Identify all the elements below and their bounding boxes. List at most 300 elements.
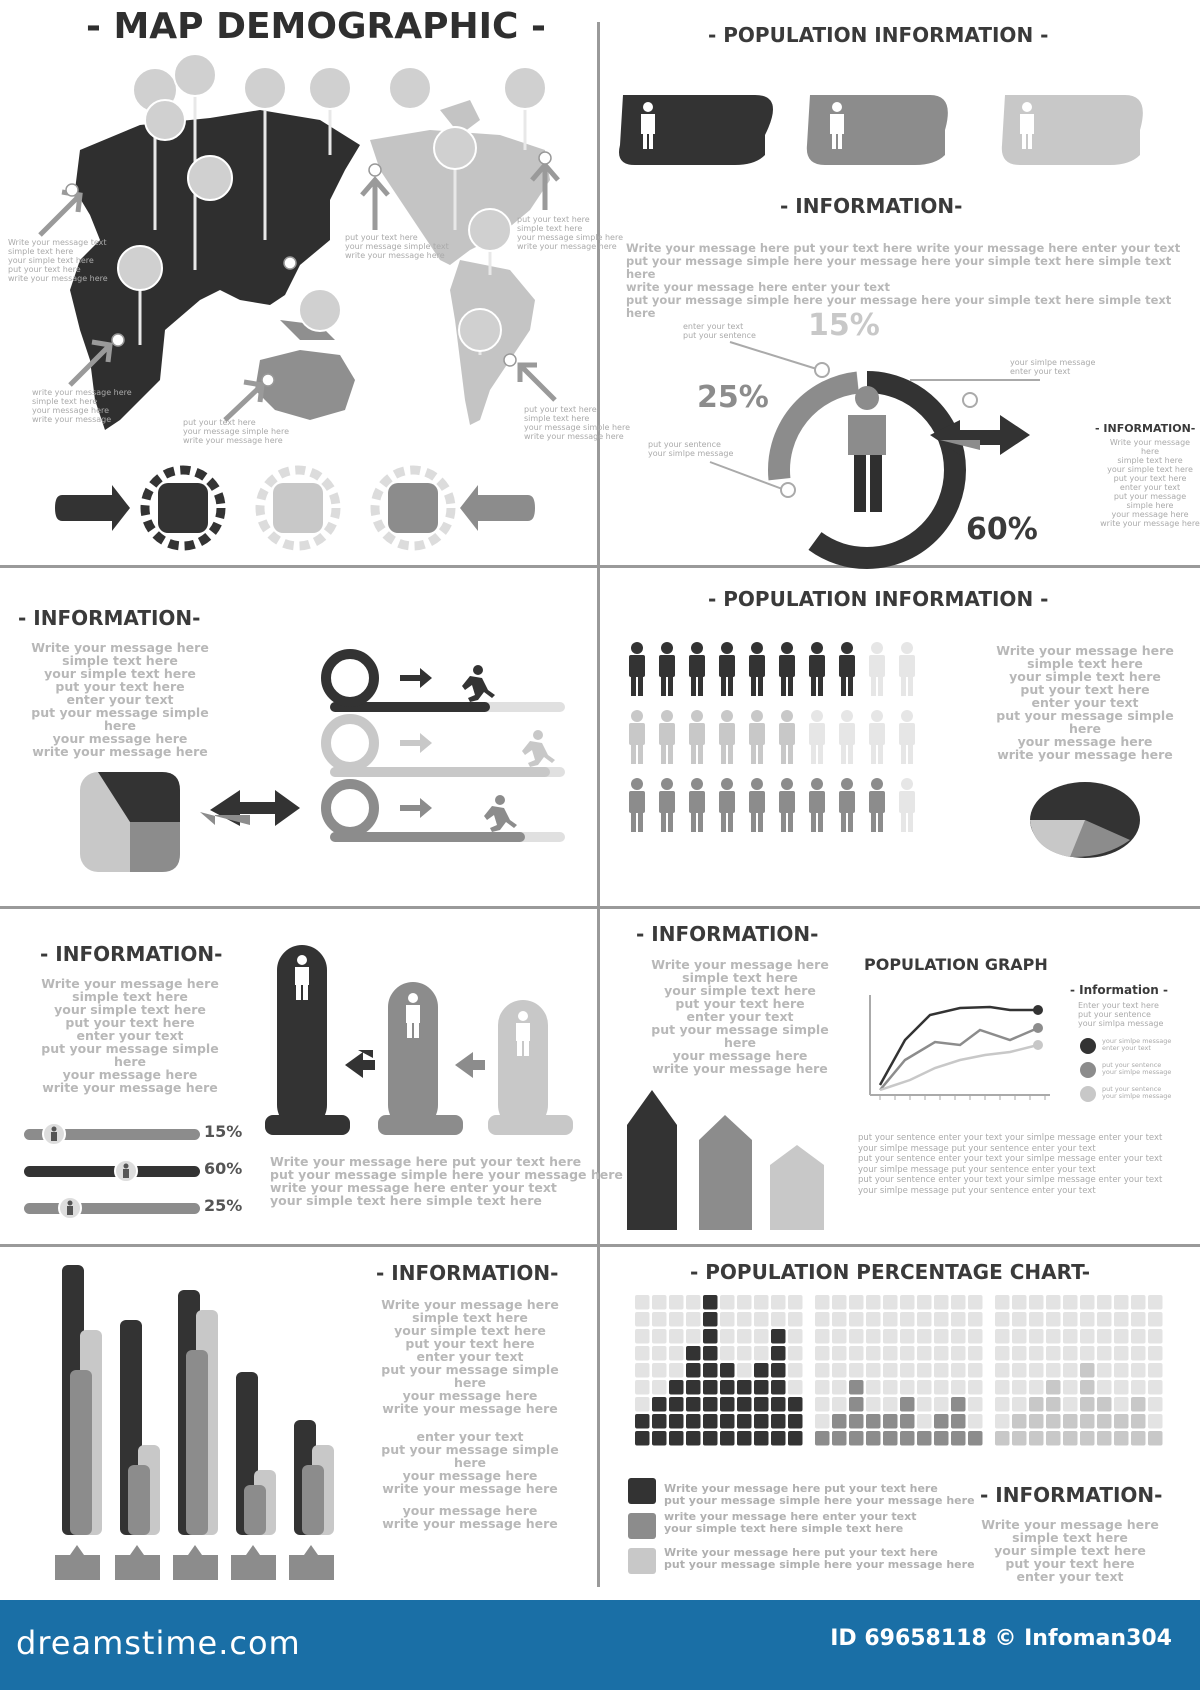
pct-cell [1097, 1397, 1112, 1412]
person-icon [659, 642, 675, 696]
pct-cell [883, 1431, 898, 1446]
pct-cell [720, 1431, 735, 1446]
pct-cell [968, 1312, 983, 1327]
pct-cell [866, 1312, 881, 1327]
pct-cell [995, 1363, 1010, 1378]
pct-cell [635, 1397, 650, 1412]
pct-cell [1029, 1397, 1044, 1412]
graph-legend-item-3: put your sentence your simlpe message [1102, 1085, 1172, 1100]
pct-cell [934, 1431, 949, 1446]
pct-cell [771, 1397, 786, 1412]
pct-cell [1131, 1329, 1146, 1344]
pct-cell [1012, 1312, 1027, 1327]
pct-cell [815, 1397, 830, 1412]
pct-cell [1012, 1414, 1027, 1429]
pct-cell [832, 1363, 847, 1378]
pct-cell [917, 1312, 932, 1327]
pct-cell [1063, 1431, 1078, 1446]
pct-cell [635, 1380, 650, 1395]
donut-label-15: 15% [808, 308, 880, 343]
bars-title: - INFORMATION- [40, 942, 223, 966]
population-title: - POPULATION INFORMATION - [708, 23, 1049, 47]
person-icon [809, 778, 825, 832]
person-icon [719, 778, 735, 832]
pct-cell [1148, 1363, 1163, 1378]
pct-cell [1131, 1295, 1146, 1310]
pct-cell [703, 1346, 718, 1361]
pct-cell [652, 1380, 667, 1395]
pct-cell [1097, 1312, 1112, 1327]
pct-cell [771, 1295, 786, 1310]
pct-cell [669, 1312, 684, 1327]
pct-cell [754, 1363, 769, 1378]
pct-cell [686, 1295, 701, 1310]
pct-cell [883, 1346, 898, 1361]
pct-cell [686, 1363, 701, 1378]
pct-cell [995, 1329, 1010, 1344]
pct-cell [849, 1346, 864, 1361]
pct-cell [815, 1363, 830, 1378]
pct-cell [1131, 1414, 1146, 1429]
pct-cell [1063, 1397, 1078, 1412]
pct-cell [703, 1397, 718, 1412]
pct-cell [771, 1346, 786, 1361]
pct-cell [1080, 1346, 1095, 1361]
pct-cell [652, 1414, 667, 1429]
pct-cell [1114, 1295, 1129, 1310]
pct-cell [934, 1414, 949, 1429]
person-icon [839, 642, 855, 696]
pct-cell [720, 1329, 735, 1344]
pct-grid [630, 1290, 1190, 1460]
pct-cell [968, 1414, 983, 1429]
pct-cell [686, 1414, 701, 1429]
pct-cell [849, 1329, 864, 1344]
pct-cell [917, 1414, 932, 1429]
footer-id: ID 69658118 © Infoman304 [830, 1626, 1172, 1651]
pct-cell [900, 1346, 915, 1361]
pct-cell [754, 1397, 769, 1412]
pct-cell [635, 1431, 650, 1446]
pct-cell [1063, 1295, 1078, 1310]
bar-chart-text-2: enter your text put your message simple here your message here write your message here [381, 1429, 559, 1496]
pct-cell [951, 1363, 966, 1378]
pct-cell [652, 1312, 667, 1327]
person-icon [719, 642, 735, 696]
map-note-5: put your text here your message simple here write your message here [183, 418, 290, 445]
pct-cell [849, 1397, 864, 1412]
pct-cell [1080, 1363, 1095, 1378]
population-info-title: - INFORMATION- [780, 194, 963, 218]
runners-title: - INFORMATION- [18, 606, 201, 630]
map-note-4: write your message here simple text here your message here write your message [32, 388, 132, 424]
pct-cell [669, 1295, 684, 1310]
pct-cell [1114, 1363, 1129, 1378]
pct-cell [1029, 1295, 1044, 1310]
pct-cell [1046, 1380, 1061, 1395]
pct-cell [900, 1295, 915, 1310]
pct-cell [995, 1346, 1010, 1361]
divider-2 [0, 906, 1200, 909]
pct-cell [635, 1312, 650, 1327]
pct-cell [1063, 1312, 1078, 1327]
pct-cell [866, 1346, 881, 1361]
pct-cell [832, 1397, 847, 1412]
pct-cell [737, 1363, 752, 1378]
pct-cell [737, 1397, 752, 1412]
pct-cell [1029, 1363, 1044, 1378]
footer-bar [0, 1600, 1200, 1690]
pct-cell [832, 1329, 847, 1344]
pct-cell [951, 1431, 966, 1446]
pct-cell [1131, 1380, 1146, 1395]
pct-cell [720, 1397, 735, 1412]
pct-cell [720, 1414, 735, 1429]
pct-cell [1012, 1363, 1027, 1378]
pct-cell [771, 1363, 786, 1378]
pct-cell [1131, 1346, 1146, 1361]
pct-cell [1046, 1346, 1061, 1361]
pct-cell [788, 1346, 803, 1361]
pct-cell [934, 1380, 949, 1395]
pct-cell [1131, 1312, 1146, 1327]
pct-cell [720, 1346, 735, 1361]
person-icon [629, 778, 645, 832]
pct-cell [652, 1363, 667, 1378]
person-icon [869, 710, 885, 764]
bar-chart-text-3: your message here write your message here [382, 1503, 558, 1531]
graph-legend-title: - Information - [1070, 983, 1168, 997]
pct-cell [1080, 1295, 1095, 1310]
pct-cell [635, 1295, 650, 1310]
pct-cell [754, 1431, 769, 1446]
footer-brand[interactable]: dreamstime.com [16, 1624, 301, 1662]
pct-cell [635, 1414, 650, 1429]
pct-cell [866, 1414, 881, 1429]
pct-cell [951, 1414, 966, 1429]
pct-cell [771, 1380, 786, 1395]
pct-cell [669, 1346, 684, 1361]
pct-cell [1012, 1380, 1027, 1395]
pct-cell [1063, 1363, 1078, 1378]
pct-cell [968, 1431, 983, 1446]
person-icon [869, 642, 885, 696]
pct-cell [900, 1431, 915, 1446]
pct-cell [686, 1346, 701, 1361]
person-icon [839, 710, 855, 764]
pct-cell [968, 1397, 983, 1412]
pct-cell [771, 1431, 786, 1446]
pct-cell [1063, 1380, 1078, 1395]
person-icon [689, 778, 705, 832]
pct-cell [866, 1295, 881, 1310]
graph-title: POPULATION GRAPH [864, 955, 1048, 974]
person-icon [839, 778, 855, 832]
vertical-divider [597, 22, 600, 1587]
pct-cell [1097, 1363, 1112, 1378]
slider-group [22, 1118, 222, 1228]
map-note-6: put your text here simple text here your message simple here write your message here [524, 405, 631, 441]
pct-cell [951, 1312, 966, 1327]
pct-cell [720, 1312, 735, 1327]
pct-cell [1012, 1431, 1027, 1446]
pct-cell [737, 1329, 752, 1344]
pct-cell [669, 1363, 684, 1378]
map-note-3: put your text here simple text here your message simple here write your message here [517, 215, 624, 251]
pct-cell [1046, 1431, 1061, 1446]
pct-cell [934, 1295, 949, 1310]
pct-cell [1029, 1431, 1044, 1446]
pct-cell [883, 1397, 898, 1412]
people-grid [622, 640, 932, 840]
pct-cell [669, 1414, 684, 1429]
pct-cell [703, 1380, 718, 1395]
pct-legend-3: Write your message here put your text here put your message simple here your message here [664, 1546, 975, 1571]
pct-cell [737, 1414, 752, 1429]
pct-cell [669, 1397, 684, 1412]
pct-cell [815, 1295, 830, 1310]
pct-cell [934, 1363, 949, 1378]
pct-cell [1097, 1431, 1112, 1446]
slider [24, 1197, 200, 1219]
bars-bottom-text: Write your message here put your text here put your message simple here your message here write your message here enter your text your simple text here simple text here [270, 1154, 623, 1208]
pct-cell [1046, 1397, 1061, 1412]
pct-cell [900, 1312, 915, 1327]
pct-cell [832, 1431, 847, 1446]
bars-text: Write your message here simple text here your simple text here put your text here enter your text put your message simple here your message here write your message here [41, 976, 219, 1095]
pct-cell [900, 1380, 915, 1395]
graph-legend-item-2: put your sentence your simlpe message [1102, 1061, 1172, 1076]
pct-cell [995, 1380, 1010, 1395]
pct-cell [1080, 1397, 1095, 1412]
pct-cell [1148, 1295, 1163, 1310]
pct-cell [754, 1380, 769, 1395]
pct-cell [686, 1431, 701, 1446]
pct-cell [968, 1295, 983, 1310]
pct-cell [995, 1397, 1010, 1412]
pct-cell [686, 1397, 701, 1412]
pct-cell [669, 1431, 684, 1446]
pct-cell [1148, 1431, 1163, 1446]
pct-cell [737, 1346, 752, 1361]
pct-cell [652, 1431, 667, 1446]
pct-cell [1046, 1414, 1061, 1429]
pct-cell [635, 1329, 650, 1344]
pct-cell [1029, 1312, 1044, 1327]
pct-cell [1097, 1329, 1112, 1344]
people-text: Write your message here simple text here your simple text here put your text here enter your text put your message simple here your message here write your message here [996, 643, 1174, 762]
pct-cell [968, 1363, 983, 1378]
pct-cell [883, 1329, 898, 1344]
pct-cell [1029, 1346, 1044, 1361]
pct-cell [771, 1414, 786, 1429]
people-title: - POPULATION INFORMATION - [708, 587, 1049, 611]
pct-cell [1080, 1414, 1095, 1429]
pct-cell [1097, 1295, 1112, 1310]
pct-cell [1114, 1397, 1129, 1412]
pct-cell [652, 1397, 667, 1412]
pct-cell [951, 1295, 966, 1310]
runners-text: Write your message here simple text here your simple text here put your text here enter your text put your message simple here your message here write your message here [31, 640, 209, 759]
pct-cell [917, 1363, 932, 1378]
map-note-2: put your text here your message simple text write your message here [345, 233, 449, 260]
pct-cell [883, 1295, 898, 1310]
pct-cell [737, 1431, 752, 1446]
pct-cell [995, 1414, 1010, 1429]
pct-cell [934, 1397, 949, 1412]
pct-cell [737, 1380, 752, 1395]
pct-cell [771, 1329, 786, 1344]
pct-cell [703, 1363, 718, 1378]
pct-cell [1029, 1329, 1044, 1344]
pct-cell [1114, 1346, 1129, 1361]
pct-cell [917, 1329, 932, 1344]
donut-label-60: 60% [966, 512, 1038, 547]
graph-legend-item-1: your simlpe message enter your text [1102, 1037, 1172, 1052]
pct-cell [1148, 1346, 1163, 1361]
pct-cell [1097, 1414, 1112, 1429]
pct-cell [703, 1414, 718, 1429]
slider-label-2: 60% [204, 1159, 243, 1178]
donut-note-top: enter your text put your sentence [683, 322, 756, 340]
pct-cell [1029, 1380, 1044, 1395]
pct-cell [1114, 1329, 1129, 1344]
person-icon [659, 710, 675, 764]
person-icon [779, 710, 795, 764]
pct-cell [788, 1295, 803, 1310]
pct-cell [635, 1346, 650, 1361]
pct-cell [917, 1295, 932, 1310]
pct-cell [737, 1295, 752, 1310]
person-icon [899, 778, 915, 832]
pct-cell [866, 1431, 881, 1446]
pct-cell [1063, 1329, 1078, 1344]
pct-cell [1063, 1414, 1078, 1429]
pct-cell [1131, 1397, 1146, 1412]
pct-cell [866, 1363, 881, 1378]
bar-chart-text: Write your message here simple text here your simple text here put your text here enter your text put your message simple here your message here write your message here [381, 1297, 559, 1416]
divider-3 [0, 1244, 1200, 1247]
pct-cell [815, 1329, 830, 1344]
pct-cell [788, 1312, 803, 1327]
pct-cell [686, 1329, 701, 1344]
runners-graphic [0, 640, 580, 880]
pillar-graphic [265, 940, 595, 1140]
pct-cell [754, 1312, 769, 1327]
pct-cell [849, 1312, 864, 1327]
pct-legend-2: write your message here enter your text your simple text here simple text here [664, 1510, 917, 1535]
pct-cell [832, 1346, 847, 1361]
pct-info-title: - INFORMATION- [980, 1483, 1163, 1507]
pct-cell [815, 1431, 830, 1446]
pct-cell [686, 1380, 701, 1395]
pct-cell [883, 1363, 898, 1378]
pct-cell [1046, 1363, 1061, 1378]
bar-chart [50, 1260, 350, 1580]
pct-cell [669, 1329, 684, 1344]
person-icon [749, 778, 765, 832]
graph-info-text: Write your message here simple text here your simple text here put your text here enter your text put your message simple here your message here write your message here [651, 957, 829, 1076]
pct-cell [1131, 1363, 1146, 1378]
pct-cell [1080, 1380, 1095, 1395]
pct-cell [934, 1346, 949, 1361]
pct-info-text: Write your message here simple text here your simple text here put your text here enter your text [981, 1517, 1159, 1584]
pct-cell [788, 1363, 803, 1378]
pct-cell [849, 1431, 864, 1446]
pct-cell [815, 1414, 830, 1429]
pct-cell [771, 1312, 786, 1327]
pct-cell [917, 1431, 932, 1446]
pct-cell [934, 1329, 949, 1344]
person-icon [689, 642, 705, 696]
pct-cell [669, 1380, 684, 1395]
pct-cell [866, 1380, 881, 1395]
pct-cell [832, 1312, 847, 1327]
pct-cell [849, 1363, 864, 1378]
pct-cell [1012, 1329, 1027, 1344]
pct-cell [1097, 1380, 1112, 1395]
pct-cell [1148, 1329, 1163, 1344]
map-note-1: Write your message text simple text here your simple text here put your text here write your message here [8, 238, 108, 283]
map-title: - MAP DEMOGRAPHIC - [86, 6, 546, 47]
pct-cell [995, 1431, 1010, 1446]
pct-cell [1148, 1380, 1163, 1395]
people-pie [1025, 780, 1155, 870]
graph-legend-dots [1078, 1036, 1098, 1116]
person-icon [659, 778, 675, 832]
pct-cell [1114, 1380, 1129, 1395]
pct-cell [900, 1329, 915, 1344]
slider-label-1: 15% [204, 1122, 243, 1141]
person-icon [749, 710, 765, 764]
pct-cell [788, 1431, 803, 1446]
pct-cell [832, 1414, 847, 1429]
person-icon [719, 710, 735, 764]
pct-cell [1131, 1431, 1146, 1446]
pct-cell [720, 1295, 735, 1310]
pct-cell [995, 1312, 1010, 1327]
person-icon [779, 642, 795, 696]
pct-cell [815, 1380, 830, 1395]
pct-cell [1097, 1346, 1112, 1361]
pct-cell [815, 1312, 830, 1327]
pct-cell [1080, 1329, 1095, 1344]
pct-cell [1046, 1329, 1061, 1344]
pct-cell [866, 1397, 881, 1412]
person-icon [899, 642, 915, 696]
pct-cell [703, 1295, 718, 1310]
slider-label-3: 25% [204, 1196, 243, 1215]
pct-cell [866, 1329, 881, 1344]
pct-cell [1012, 1397, 1027, 1412]
person-icon [869, 778, 885, 832]
pct-cell [883, 1380, 898, 1395]
pct-cell [995, 1295, 1010, 1310]
pct-cell [883, 1312, 898, 1327]
pct-cell [883, 1414, 898, 1429]
pct-cell [720, 1363, 735, 1378]
population-info-text: Write your message here put your text here write your message here enter your text put your message simple here your message here your simple text here simple text here write your message here enter your text put your message simple here your message here your simple text here simple text here [626, 241, 1181, 320]
pct-cell [1029, 1414, 1044, 1429]
pct-cell [917, 1397, 932, 1412]
pct-cell [1148, 1397, 1163, 1412]
person-icon [809, 642, 825, 696]
pct-cell [1114, 1414, 1129, 1429]
person-icon [899, 710, 915, 764]
pct-cell [635, 1363, 650, 1378]
pct-cell [1114, 1431, 1129, 1446]
pct-legend-swatches [628, 1478, 658, 1578]
